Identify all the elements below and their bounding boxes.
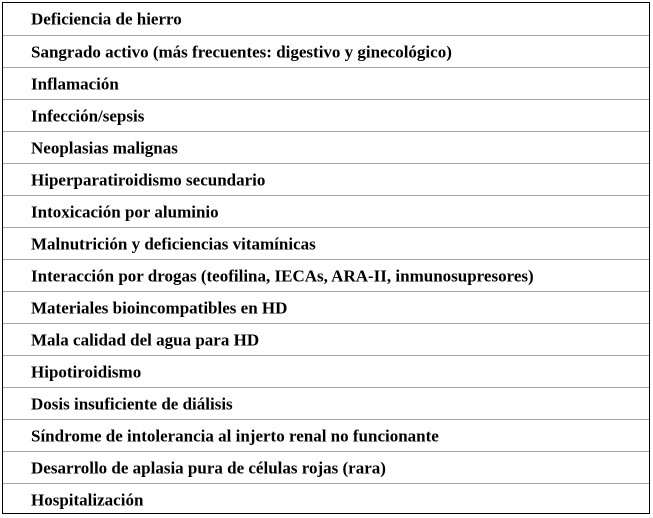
table-cell: Desarrollo de aplasia pura de células rojas (rara) <box>31 458 386 477</box>
table-cell: Interacción por drogas (teofilina, IECAs, ARA-II, inmunosupresores) <box>31 266 534 285</box>
table-row <box>3 35 649 67</box>
table-row <box>3 387 649 419</box>
table-cell: Deficiencia de hierro <box>31 9 182 29</box>
table-cell: Síndrome de intolerancia al injerto renal no funcionante <box>31 426 439 445</box>
table-row <box>3 227 649 259</box>
table-cell: Neoplasias malignas <box>31 138 178 157</box>
table-row <box>3 99 649 131</box>
table-row <box>3 259 649 291</box>
table-cell: Materiales bioincompatibles en HD <box>31 298 288 317</box>
table-row <box>3 3 649 35</box>
table-row <box>3 451 649 483</box>
table-cell: Intoxicación por aluminio <box>31 202 219 221</box>
table-row <box>3 131 649 163</box>
table-cell: Inflamación <box>31 74 119 93</box>
table-cell: Sangrado activo (más frecuentes: digestivo y ginecológico) <box>31 42 452 61</box>
table-cell: Mala calidad del agua para HD <box>31 330 260 349</box>
table-cell: Dosis insuficiente de diálisis <box>31 394 233 413</box>
table-cell: Malnutrición y deficiencias vitamínicas <box>31 234 316 253</box>
table-row <box>3 195 649 227</box>
table-row <box>3 291 649 323</box>
table-cell: Hiperparatiroidismo secundario <box>31 170 266 189</box>
table-cell: Hospitalización <box>31 490 144 509</box>
table-row <box>3 67 649 99</box>
table-row <box>3 163 649 195</box>
table-row <box>3 355 649 387</box>
table-cell: Hipotiroidismo <box>31 362 142 381</box>
table-row <box>3 483 649 515</box>
causes-table <box>2 2 650 514</box>
table-row <box>3 419 649 451</box>
table-row <box>3 323 649 355</box>
table-cell: Infección/sepsis <box>31 106 145 125</box>
